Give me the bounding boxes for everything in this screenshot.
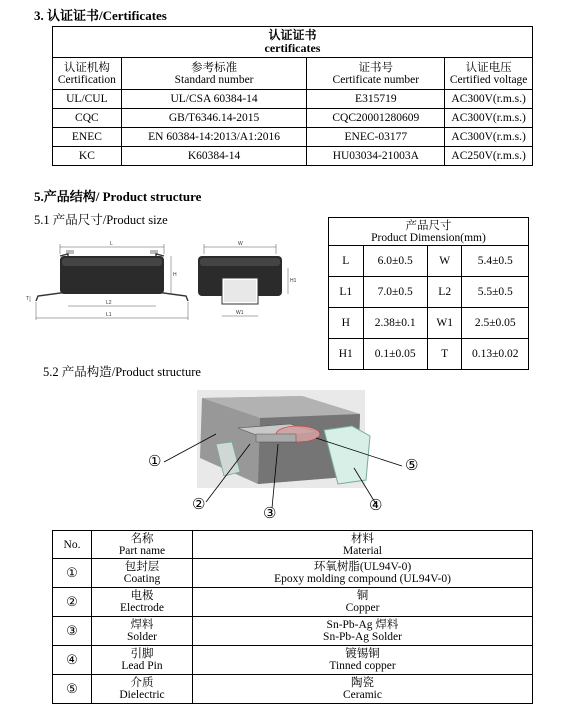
table-row: CQC GB/T6346.14-2015 CQC20001280609 AC300V(r.m.s.): [53, 109, 533, 128]
material-table: [52, 530, 533, 704]
dim-label-w: W: [238, 241, 243, 247]
certificates-caption: 认证证书 certificates: [53, 27, 533, 58]
dim-label-h1: H1: [290, 278, 297, 284]
callout-5: ⑤: [405, 458, 419, 474]
header-certificate-number: 证书号 Certificate number: [307, 58, 445, 90]
header-part-name: 名称 Part name: [92, 531, 193, 559]
header-certified-voltage: 认证电压 Certified voltage: [445, 58, 533, 90]
header-standard-number: 参考标准 Standard number: [121, 58, 307, 90]
table-row: ① 包封层 Coating 环氧树脂(UL94V-0) Epoxy molding compound (UL94V-0): [53, 559, 533, 588]
solder: [256, 434, 296, 442]
table-row: KC K60384-14 HU03034-21003A AC250V(r.m.s.): [53, 147, 533, 166]
table-row: ⑤ 介质 Dielectric 陶瓷 Ceramic: [53, 675, 533, 704]
section-3-title: 3. 认证证书/Certificates: [34, 8, 167, 23]
certificates-table: [52, 26, 533, 166]
dim-label-t: T: [26, 296, 30, 302]
certificates-header-row: [53, 58, 533, 90]
table-row: L 6.0±0.5 W 5.4±0.5: [329, 246, 529, 277]
table-row: UL/CUL UL/CSA 60384-14 E315719 AC300V(r.m.s.): [53, 90, 533, 109]
section-5-title: 5.产品结构/ Product structure: [34, 189, 202, 204]
callout-2: ②: [192, 497, 206, 513]
product-structure-figure: [140, 388, 440, 528]
table-row: H1 0.1±0.05 T 0.13±0.02: [329, 339, 529, 370]
material-header-row: [53, 531, 533, 559]
header-material: 材料 Material: [193, 531, 533, 559]
product-dimension-table: [328, 217, 529, 370]
dim-label-w1: W1: [236, 310, 244, 316]
section-5-2-title: 5.2 产品构造/Product structure: [43, 365, 201, 379]
table-row: ③ 焊料 Solder Sn-Pb-Ag 焊料 Sn-Pb-Ag Solder: [53, 617, 533, 646]
callout-4: ④: [369, 498, 383, 514]
table-row: L1 7.0±0.5 L2 5.5±0.5: [329, 277, 529, 308]
header-certification: 认证机构 Certification: [53, 58, 122, 90]
table-row: ④ 引脚 Lead Pin 镀锡铜 Tinned copper: [53, 646, 533, 675]
callout-3: ③: [263, 506, 277, 522]
table-row: ENEC EN 60384-14:2013/A1:2016 ENEC-03177 AC300V(r.m.s.): [53, 128, 533, 147]
dim-label-l: L: [110, 241, 113, 247]
callout-1: ①: [148, 454, 162, 470]
table-row: H 2.38±0.1 W1 2.5±0.05: [329, 308, 529, 339]
product-dimension-drawing: [26, 238, 322, 328]
section-5-1-title: 5.1 产品尺寸/Product size: [34, 213, 168, 227]
dim-label-h: H: [173, 272, 177, 278]
header-no: No.: [53, 531, 92, 559]
dim-label-l2: L2: [106, 300, 112, 306]
dim-label-l1: L1: [106, 312, 112, 318]
dimension-caption: 产品尺寸 Product Dimension(mm): [329, 218, 529, 246]
table-row: ② 电极 Electrode 铜 Copper: [53, 588, 533, 617]
